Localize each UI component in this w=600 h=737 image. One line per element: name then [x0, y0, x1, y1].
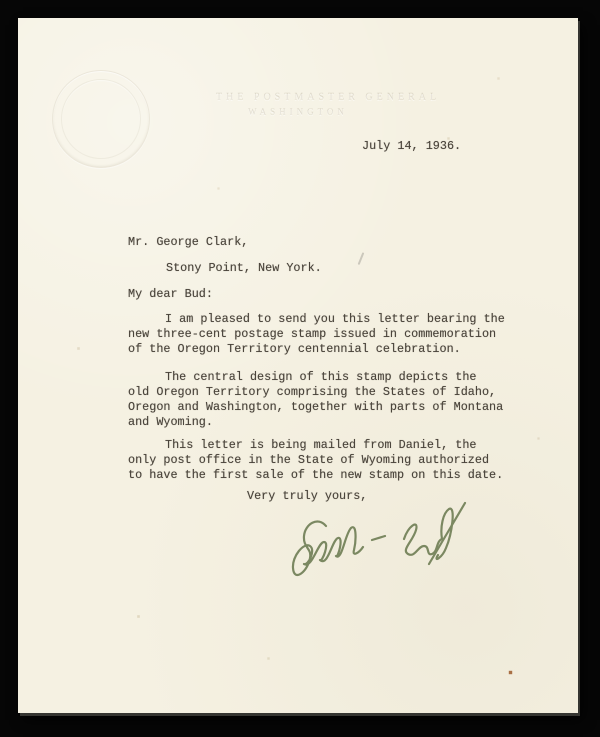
paragraph-1-line: I am pleased to send you this letter bearing the [165, 312, 505, 326]
paragraph-3-line: only post office in the State of Wyoming authorized [128, 453, 490, 467]
embossed-letterhead-line1: THE POSTMASTER GENERAL [215, 92, 441, 103]
salutation: My dear Bud: [128, 287, 213, 301]
signature-handwritten-jas-a-farley [288, 498, 478, 590]
faint-scratch-mark [358, 252, 364, 265]
paragraph-3-line: to have the first sale of the new stamp on this date. [128, 468, 504, 482]
recipient-name-line: Mr. George Clark, [128, 235, 249, 249]
paper-speckles [18, 18, 19, 19]
paragraph-2-line: and Wyoming. [128, 415, 213, 429]
letter-date: July 14, 1936. [362, 139, 462, 153]
embossed-seal-icon [52, 70, 150, 168]
paragraph-2-line: The central design of this stamp depicts the [165, 370, 477, 384]
paragraph-3-line: This letter is being mailed from Daniel, the [165, 438, 477, 452]
closing-valediction: Very truly yours, [247, 489, 368, 503]
recipient-address-line: Stony Point, New York. [166, 261, 322, 275]
paragraph-1 [128, 312, 505, 357]
paragraph-2-line: Oregon and Washington, together with parts of Montana [128, 400, 504, 414]
embossed-seal-inner-ring [61, 79, 141, 159]
paragraph-1-line: of the Oregon Territory centennial celebration. [128, 342, 461, 356]
embossed-letterhead-line2: WASHINGTON [248, 107, 348, 117]
paragraph-2 [128, 370, 503, 430]
paragraph-2-line: old Oregon Territory comprising the States of Idaho, [128, 385, 497, 399]
paragraph-1-line: new three-cent postage stamp issued in commemoration [128, 327, 497, 341]
letter-paper [18, 18, 578, 713]
paragraph-3 [128, 438, 503, 483]
